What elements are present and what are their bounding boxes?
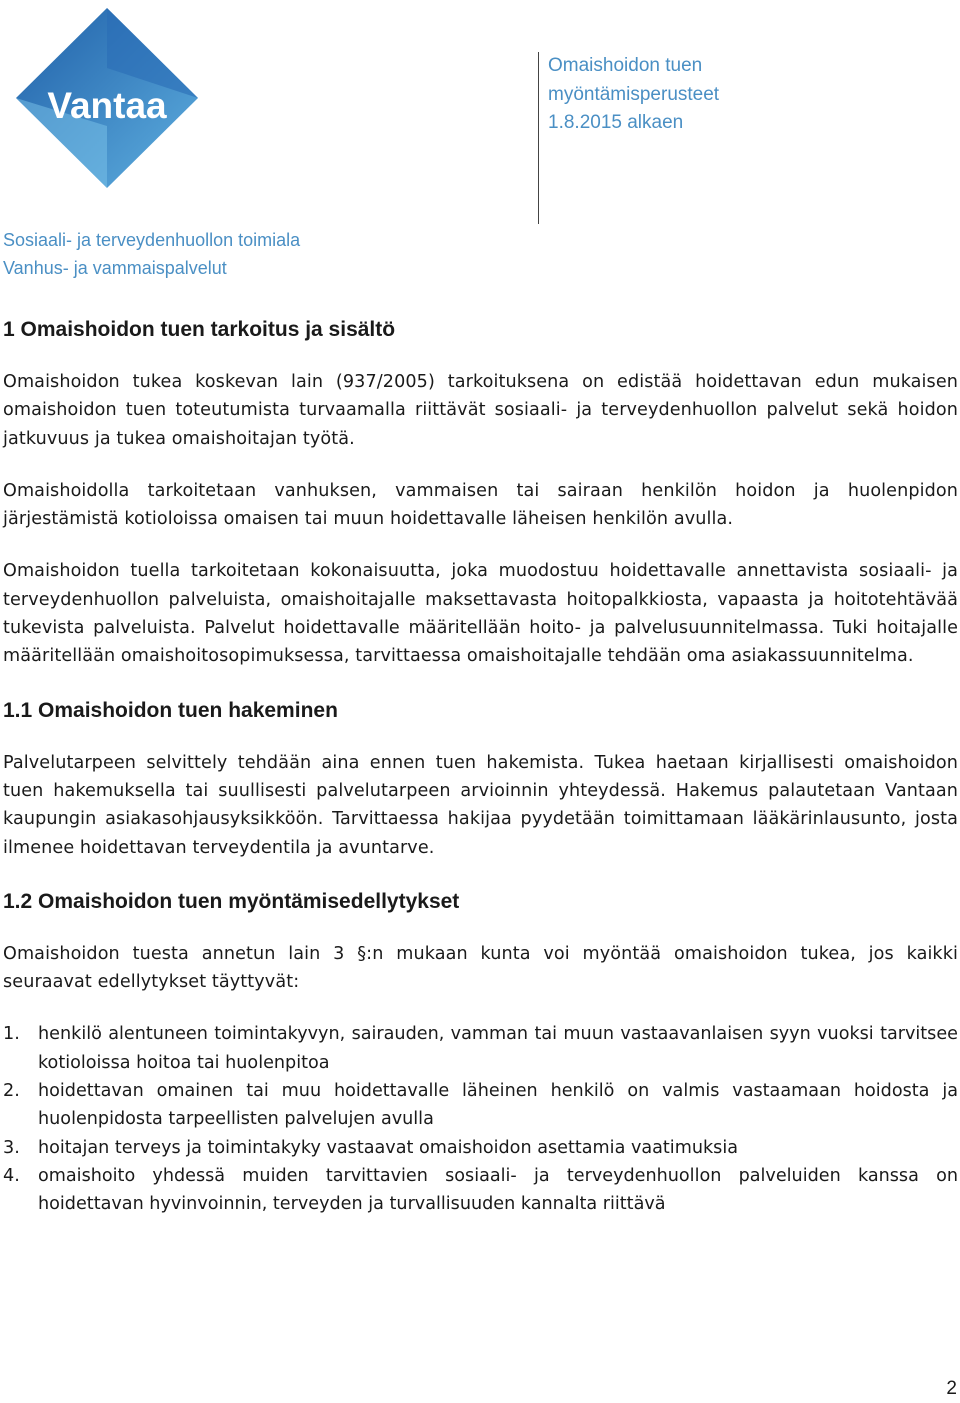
document-title-block xyxy=(538,52,719,224)
organization-block xyxy=(3,226,300,282)
doc-title-line-3: 1.8.2015 alkaen xyxy=(548,112,684,133)
section-1-2-heading: 1.2 Omaishoidon tuen myöntämisedellytykset xyxy=(3,889,460,913)
doc-title-line-2: myöntämisperusteet xyxy=(548,83,720,105)
list-item-text: hoitajan terveys ja toimintakyky vastaavat omaishoidon asettamia vaatimuksia xyxy=(38,1137,739,1158)
requirements-list xyxy=(3,1020,958,1218)
org-line-1: Sosiaali- ja terveydenhuollon toimiala xyxy=(3,230,301,250)
list-item-number: 4. xyxy=(3,1165,20,1186)
logo-wordmark: Vantaa xyxy=(47,85,167,126)
list-item-text: henkilö alentuneen toimintakyvyn, sairauden, vamman tai muun vastaavanlaisen syyn vuoksi tarvitsee kotioloissa hoitoa tai huolenpitoa xyxy=(38,1024,958,1073)
list-item-text: omaishoito yhdessä muiden tarvittavien sosiaali- ja terveydenhuollon palveluiden kanssa on hoidettavan hyvinvoinnin, terveyden ja turvallisuuden kannalta riittävä xyxy=(38,1165,958,1215)
list-item-number: 2. xyxy=(3,1081,20,1102)
document-body xyxy=(3,314,958,1219)
section-1-paragraph-3: Omaishoidon tuella tarkoitetaan kokonaisuutta, joka muodostuu hoidettavalle annettavista sosiaali- ja terveydenhuollon palveluista, omaishoitajalle maksettavasta hoitopalkkiosta, vapaasta ja hoitotehtävää tukevista palveluista. Palvelut hoidettavalle määritellään hoito- ja palvelusuunnitelmassa. Tuki hoitajalle määritellään omaishoitosopimuksessa, tarvittaessa omaishoitajalle tehdään oma asiakassuunnitelma. xyxy=(3,561,958,667)
list-item-number: 1. xyxy=(3,1024,20,1045)
page-number: 2 xyxy=(946,1378,957,1399)
org-line-2: Vanhus- ja vammaispalvelut xyxy=(3,258,227,278)
section-1-2-intro: Omaishoidon tuesta annetun lain 3 §:n mukaan kunta voi myöntää omaishoidon tukea, jos kaikki seuraavat edellytykset täyttyvät: xyxy=(3,943,958,993)
section-1-1-heading: 1.1 Omaishoidon tuen hakeminen xyxy=(3,698,338,722)
list-item xyxy=(3,1077,958,1134)
list-item-number: 3. xyxy=(3,1137,20,1158)
section-1-1-paragraph: Palvelutarpeen selvittely tehdään aina ennen tuen hakemista. Tukea haetaan kirjallisesti omaishoidon tuen hakemuksella tai suullisesti palvelutarpeen arvioinnin yhteydessä. Hakemus palautetaan Vantaan kaupungin asiakasohjausyksikköön. Tarvittaessa hakijaa pyydetään toimittamaan lääkärinlausunto, josta ilmenee hoidettavan terveydentila ja avuntarve. xyxy=(3,752,958,858)
list-item xyxy=(3,1020,958,1077)
section-1-heading: 1 Omaishoidon tuen tarkoitus ja sisältö xyxy=(3,318,396,341)
vantaa-logo xyxy=(12,6,202,190)
list-item-text: hoidettavan omainen tai muu hoidettavalle läheinen henkilö on valmis vastaamaan hoidosta ja huolenpidosta tarpeellisten palvelujen avulla xyxy=(38,1081,958,1130)
list-item xyxy=(3,1162,958,1219)
section-1-paragraph-1: Omaishoidon tukea koskevan lain (937/2005) tarkoituksena on edistää hoidettavan edun mukaisen omaishoidon tuen toteutumista turvaamalla riittävät sosiaali- ja terveydenhuollon palvelut sekä hoidon jatkuvuus ja tukea omaishoitajan työtä. xyxy=(3,372,958,449)
section-1-paragraph-2: Omaishoidolla tarkoitetaan vanhuksen, vammaisen tai sairaan henkilön hoidon ja huolenpidon järjestämistä kotioloissa omaisen tai muun hoidettavalle läheisen henkilön avulla. xyxy=(3,480,958,530)
doc-title-line-1: Omaishoidon tuen xyxy=(548,55,703,76)
list-item xyxy=(3,1134,958,1162)
